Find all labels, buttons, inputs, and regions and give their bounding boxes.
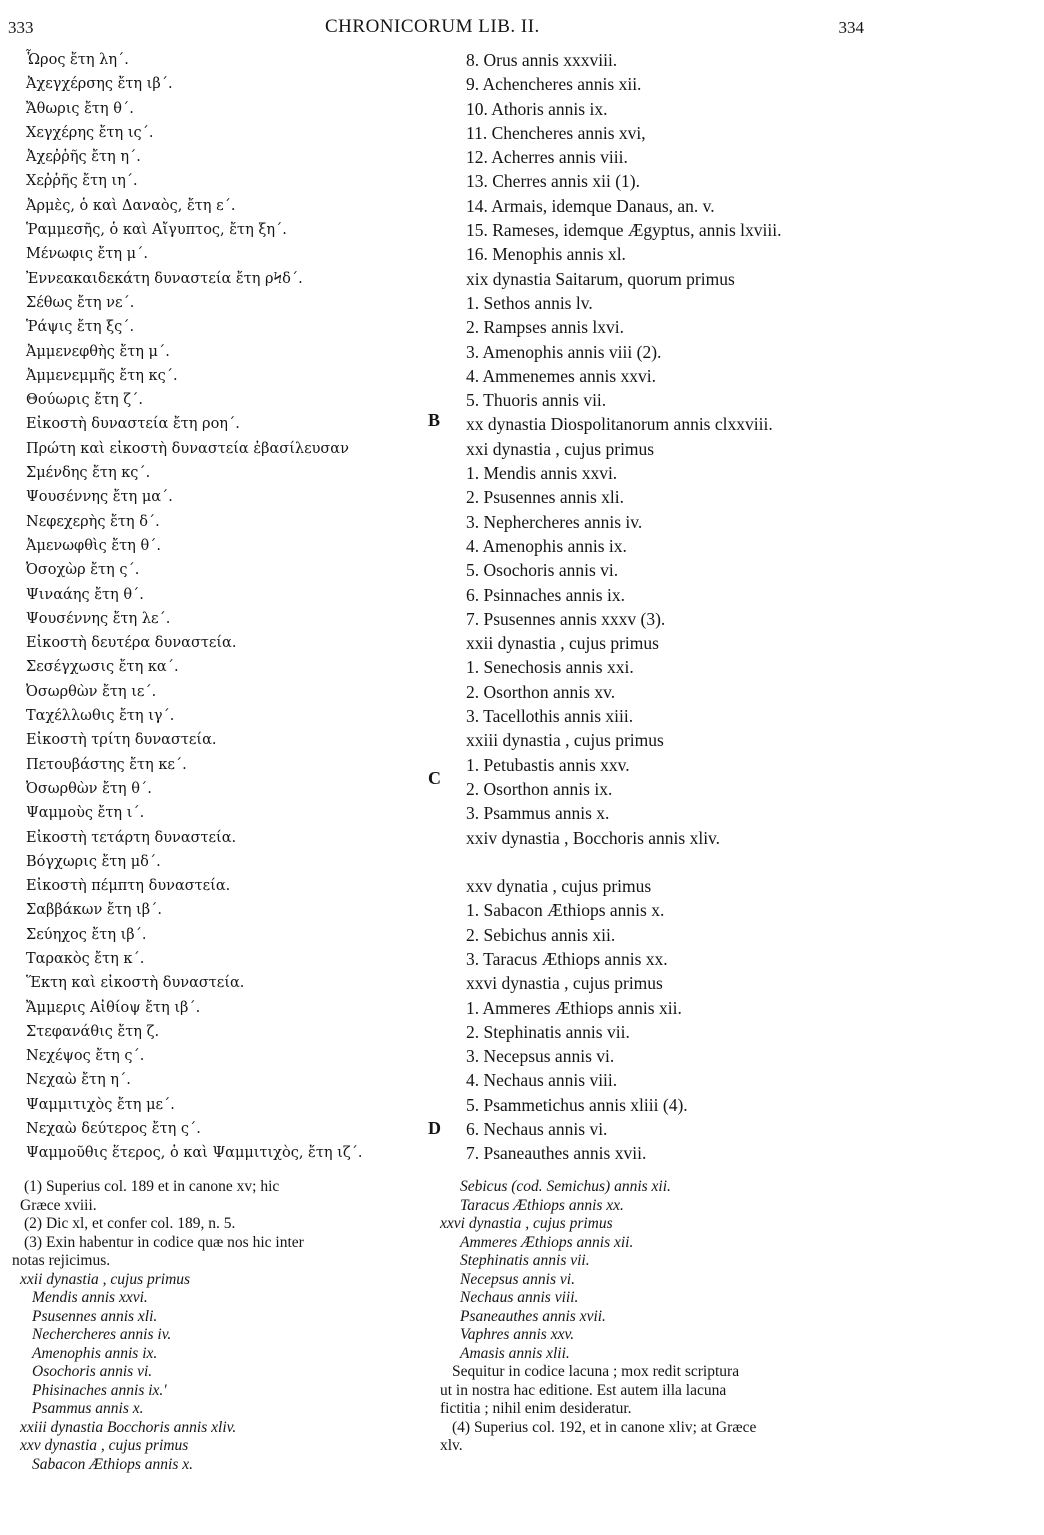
greek-line: Νεχέψος ἔτη ς΄. bbox=[26, 1048, 145, 1065]
greek-line: Ἐννεακαιδεκάτη δυναστεία ἔτη ρϞδ΄. bbox=[26, 270, 303, 287]
latin-line: 11. Chencheres annis xvi, bbox=[466, 122, 646, 143]
footnote-4-line-2: xlv. bbox=[440, 1437, 463, 1454]
greek-line: Μένωφις ἔτη μ΄. bbox=[26, 246, 148, 263]
greek-line: Ἄθωρις ἔτη θ΄. bbox=[26, 100, 134, 117]
greek-line: Νεφεχερὴς ἔτη δ΄. bbox=[26, 513, 160, 530]
greek-line: Εἰκοστὴ πέμπτη δυναστεία. bbox=[26, 878, 231, 895]
latin-line: 2. Rampses annis lxvi. bbox=[466, 317, 624, 338]
greek-line: Ταχέλλωθις ἔτη ιγ΄. bbox=[26, 708, 175, 725]
footnote-list-item: Necepsus annis vi. bbox=[460, 1270, 575, 1288]
greek-column bbox=[26, 48, 426, 1166]
footnote-list-item: Amenophis annis ix. bbox=[32, 1344, 158, 1362]
latin-line: 10. Athoris annis ix. bbox=[466, 98, 608, 119]
greek-line: Ψουσέννης ἔτη μα΄. bbox=[26, 489, 173, 506]
greek-line: Πετουβάστης ἔτη κε΄. bbox=[26, 756, 187, 773]
latin-line: 4. Amenophis annis ix. bbox=[466, 535, 627, 556]
latin-line: 3. Tacellothis annis xiii. bbox=[466, 706, 634, 727]
running-header bbox=[0, 14, 1044, 40]
greek-line: Ὧρος ἔτη λη΄. bbox=[26, 52, 129, 68]
greek-line: Ψιναάης ἔτη θ΄. bbox=[26, 586, 144, 603]
footnote-list-item: Ammeres Æthiops annis xii. bbox=[460, 1233, 634, 1251]
latin-line: xxiv dynastia , Bocchoris annis xliv. bbox=[466, 827, 721, 848]
latin-line: 2. Stephinatis annis vii. bbox=[466, 1021, 630, 1042]
latin-line: xxvi dynastia , cujus primus bbox=[466, 973, 663, 994]
footnote-list-item: Nechercheres annis iv. bbox=[32, 1326, 172, 1343]
latin-line: 7. Psusennes annis xxxv (3). bbox=[466, 608, 666, 629]
footnote-list-item: xxvi dynastia , cujus primus bbox=[440, 1215, 613, 1232]
footnotes-left bbox=[12, 1178, 422, 1474]
footnote-3-line-2: notas rejicimus. bbox=[12, 1252, 111, 1269]
greek-line: Στεφανάθις ἔτη ζ. bbox=[26, 1023, 160, 1040]
greek-line: Ἀρμὲς, ὁ καὶ Δαναὸς, ἔτη ε΄. bbox=[26, 197, 236, 214]
greek-line: Βόγχωρις ἔτη μδ΄. bbox=[26, 853, 161, 870]
latin-column bbox=[466, 48, 866, 1166]
greek-line: Ἕκτη καὶ εἰκοστὴ δυναστεία. bbox=[26, 975, 245, 992]
page-number-left: 333 bbox=[8, 18, 34, 37]
greek-line: Ὀσοχὼρ ἔτη ς΄. bbox=[26, 562, 140, 579]
latin-line: 14. Armais, idemque Danaus, an. v. bbox=[466, 195, 715, 216]
latin-line: 1. Mendis annis xxvi. bbox=[466, 463, 618, 484]
column-gap bbox=[466, 850, 866, 874]
greek-line: Εἰκοστὴ τρίτη δυναστεία. bbox=[26, 732, 217, 749]
footnote-list-item: Sabacon Æthiops annis x. bbox=[32, 1455, 194, 1473]
footnote-list-item: Sebicus (cod. Semichus) annis xii. bbox=[460, 1178, 671, 1195]
latin-line: 3. Psammus annis x. bbox=[466, 803, 610, 824]
footnote-list-item: xxiii dynastia Bocchoris annis xliv. bbox=[20, 1418, 237, 1436]
latin-line: 15. Rameses, idemque Ægyptus, annis lxviii. bbox=[466, 220, 782, 241]
footnote-2: (2) Dic xl, et confer col. 189, n. 5. bbox=[24, 1215, 236, 1232]
footnote-3-line-1: (3) Exin habentur in codice quæ nos hic inter bbox=[24, 1233, 304, 1251]
footnote-list-item: Psaneauthes annis xvii. bbox=[460, 1307, 606, 1325]
footnote-list-item: Vaphres annis xxv. bbox=[460, 1326, 575, 1343]
greek-line: Νεχαὼ δεύτερος ἔτη ς΄. bbox=[26, 1121, 201, 1138]
greek-line: Εἰκοστὴ δυναστεία ἔτη ροη΄. bbox=[26, 416, 240, 433]
greek-line: Ὀσωρθὼν ἔτη θ΄. bbox=[26, 780, 152, 797]
greek-line: Χεγχέρης ἔτη ις΄. bbox=[26, 124, 154, 141]
latin-line: 3. Amenophis annis viii (2). bbox=[466, 341, 662, 362]
latin-line: 6. Nechaus annis vi. bbox=[466, 1119, 608, 1140]
footnote-list-item: Osochoris annis vi. bbox=[32, 1363, 153, 1380]
latin-line: 8. Orus annis xxxviii. bbox=[466, 50, 618, 70]
greek-line: Πρώτη καὶ εἰκοστὴ δυναστεία ἐβασίλευσαν bbox=[26, 440, 349, 457]
footnote-4-line-1: (4) Superius col. 192, et in canone xliv; at Græce bbox=[452, 1418, 757, 1436]
latin-line: 1. Senechosis annis xxi. bbox=[466, 657, 634, 678]
latin-line: 5. Thuoris annis vii. bbox=[466, 390, 607, 411]
latin-line: 2. Psusennes annis xli. bbox=[466, 487, 624, 508]
latin-line: 7. Psaneauthes annis xvii. bbox=[466, 1143, 647, 1164]
latin-line: 2. Osorthon annis ix. bbox=[466, 778, 613, 799]
footnote-list-item: Stephinatis annis vii. bbox=[460, 1252, 590, 1269]
greek-line: Θούωρις ἔτη ζ΄. bbox=[26, 392, 144, 409]
greek-line: Ταρακὸς ἔτη κ΄. bbox=[26, 950, 145, 967]
footnote-1-line-2: Græce xviii. bbox=[20, 1196, 97, 1214]
page-number-right: 334 bbox=[838, 18, 864, 37]
footnote-list-item: Amasis annis xlii. bbox=[460, 1344, 570, 1362]
footnote-list-item: Nechaus annis viii. bbox=[460, 1289, 579, 1306]
running-title: CHRONICORUM LIB. II. bbox=[325, 16, 540, 37]
greek-line: Ψουσέννης ἔτη λε΄. bbox=[26, 610, 171, 627]
latin-line: 4. Nechaus annis viii. bbox=[466, 1070, 618, 1091]
lacuna-note-line-3: fictitia ; nihil enim desideratur. bbox=[440, 1400, 632, 1417]
latin-line: xxiii dynastia , cujus primus bbox=[466, 730, 664, 751]
margin-letter-d: D bbox=[428, 1118, 441, 1138]
footnote-3-list bbox=[12, 1271, 422, 1475]
greek-line: Εἰκοστὴ τετάρτη δυναστεία. bbox=[26, 829, 237, 846]
latin-line: 12. Acherres annis viii. bbox=[466, 147, 628, 168]
latin-line: xx dynastia Diospolitanorum annis clxxviii. bbox=[466, 414, 773, 435]
latin-line: xxi dynastia , cujus primus bbox=[466, 438, 655, 459]
latin-line: 13. Cherres annis xii (1). bbox=[466, 171, 640, 192]
latin-line: 16. Menophis annis xl. bbox=[466, 244, 626, 265]
latin-line: 5. Psammetichus annis xliii (4). bbox=[466, 1094, 688, 1115]
greek-line: Σεύηχος ἔτη ιβ΄. bbox=[26, 926, 147, 943]
greek-line: Σμένδης ἔτη κς΄. bbox=[26, 465, 151, 482]
margin-letter-c: C bbox=[428, 768, 441, 788]
latin-line: 3. Nephercheres annis iv. bbox=[466, 511, 643, 532]
footnote-list-item: Mendis annis xxvi. bbox=[32, 1289, 148, 1306]
greek-line: Ῥάψις ἔτη ξς΄. bbox=[26, 319, 135, 336]
latin-line: 1. Petubastis annis xxv. bbox=[466, 754, 630, 775]
greek-line: Νεχαὼ ἔτη η΄. bbox=[26, 1072, 131, 1089]
footnote-list-item: Phisinaches annis ix.' bbox=[32, 1381, 167, 1399]
greek-line: Ἀχεῤῥῆς ἔτη η΄. bbox=[26, 149, 141, 166]
footnote-list-item: Psammus annis x. bbox=[32, 1400, 144, 1417]
margin-letter-b: B bbox=[428, 410, 441, 430]
latin-line: 2. Sebichus annis xii. bbox=[466, 924, 616, 945]
greek-line: Σαββάκων ἔτη ιβ΄. bbox=[26, 902, 162, 919]
latin-line: 9. Achencheres annis xii. bbox=[466, 74, 642, 95]
greek-line: Ἀμμενεφθὴς ἔτη μ΄. bbox=[26, 343, 170, 360]
greek-line: Χεῤῥῆς ἔτη ιη΄. bbox=[26, 173, 138, 190]
greek-line: Εἰκοστὴ δευτέρα δυναστεία. bbox=[26, 635, 237, 652]
latin-line: 3. Necepsus annis vi. bbox=[466, 1046, 615, 1067]
greek-line: Ὀσωρθὼν ἔτη ιε΄. bbox=[26, 683, 157, 700]
greek-line: Ἀμενωφθὶς ἔτη θ΄. bbox=[26, 537, 162, 554]
greek-line: Ἀμμενεμμῆς ἔτη κς΄. bbox=[26, 367, 178, 384]
latin-line: xxii dynastia , cujus primus bbox=[466, 633, 659, 654]
footnote-continuation-list bbox=[440, 1178, 860, 1363]
footnote-list-item: Psusennes annis xli. bbox=[32, 1307, 158, 1325]
lacuna-note-line-2: ut in nostra hac editione. Est autem illa lacuna bbox=[440, 1381, 727, 1399]
latin-line: 6. Psinnaches annis ix. bbox=[466, 584, 625, 605]
greek-line: Ἀχεγχέρσης ἔτη ιβ΄. bbox=[26, 76, 173, 93]
latin-line: 3. Taracus Æthiops annis xx. bbox=[466, 948, 668, 969]
latin-line: 5. Osochoris annis vi. bbox=[466, 560, 619, 581]
latin-line: 1. Ammeres Æthiops annis xii. bbox=[466, 997, 682, 1018]
latin-line: 1. Sethos annis lv. bbox=[466, 292, 593, 313]
greek-line: Σέθως ἔτη νε΄. bbox=[26, 294, 135, 311]
footnote-list-item: xxii dynastia , cujus primus bbox=[20, 1270, 191, 1288]
latin-line: 4. Ammenemes annis xxvi. bbox=[466, 365, 657, 386]
footnote-list-item: Taracus Æthiops annis xx. bbox=[460, 1196, 624, 1214]
greek-line: Ἄμμερις Αἰθίοψ ἔτη ιβ΄. bbox=[26, 999, 201, 1016]
footnotes-right bbox=[440, 1178, 860, 1456]
latin-line: xxv dynatia , cujus primus bbox=[466, 876, 652, 897]
footnote-list-item: xxv dynastia , cujus primus bbox=[20, 1437, 189, 1454]
lacuna-note-line-1: Sequitur in codice lacuna ; mox redit scriptura bbox=[452, 1363, 740, 1380]
greek-line: Σεσέγχωσις ἔτη κα΄. bbox=[26, 659, 179, 676]
latin-line: 2. Osorthon annis xv. bbox=[466, 681, 616, 702]
greek-line: Ῥαμμεσῆς, ὁ καὶ Αἴγυπτος, ἔτη ξη΄. bbox=[26, 222, 287, 239]
latin-line: 1. Sabacon Æthiops annis x. bbox=[466, 900, 665, 921]
greek-line: Ψαμμοὺς ἔτη ι΄. bbox=[26, 805, 145, 822]
latin-line: xix dynastia Saitarum, quorum primus bbox=[466, 268, 735, 289]
footnote-1-line-1: (1) Superius col. 189 et in canone xv; hic bbox=[24, 1178, 280, 1195]
greek-line: Ψαμμοῦθις ἕτερος, ὁ καὶ Ψαμμιτιχὸς, ἔτη ιζ΄. bbox=[26, 1145, 363, 1162]
greek-line: Ψαμμιτιχὸς ἔτη με΄. bbox=[26, 1096, 175, 1113]
